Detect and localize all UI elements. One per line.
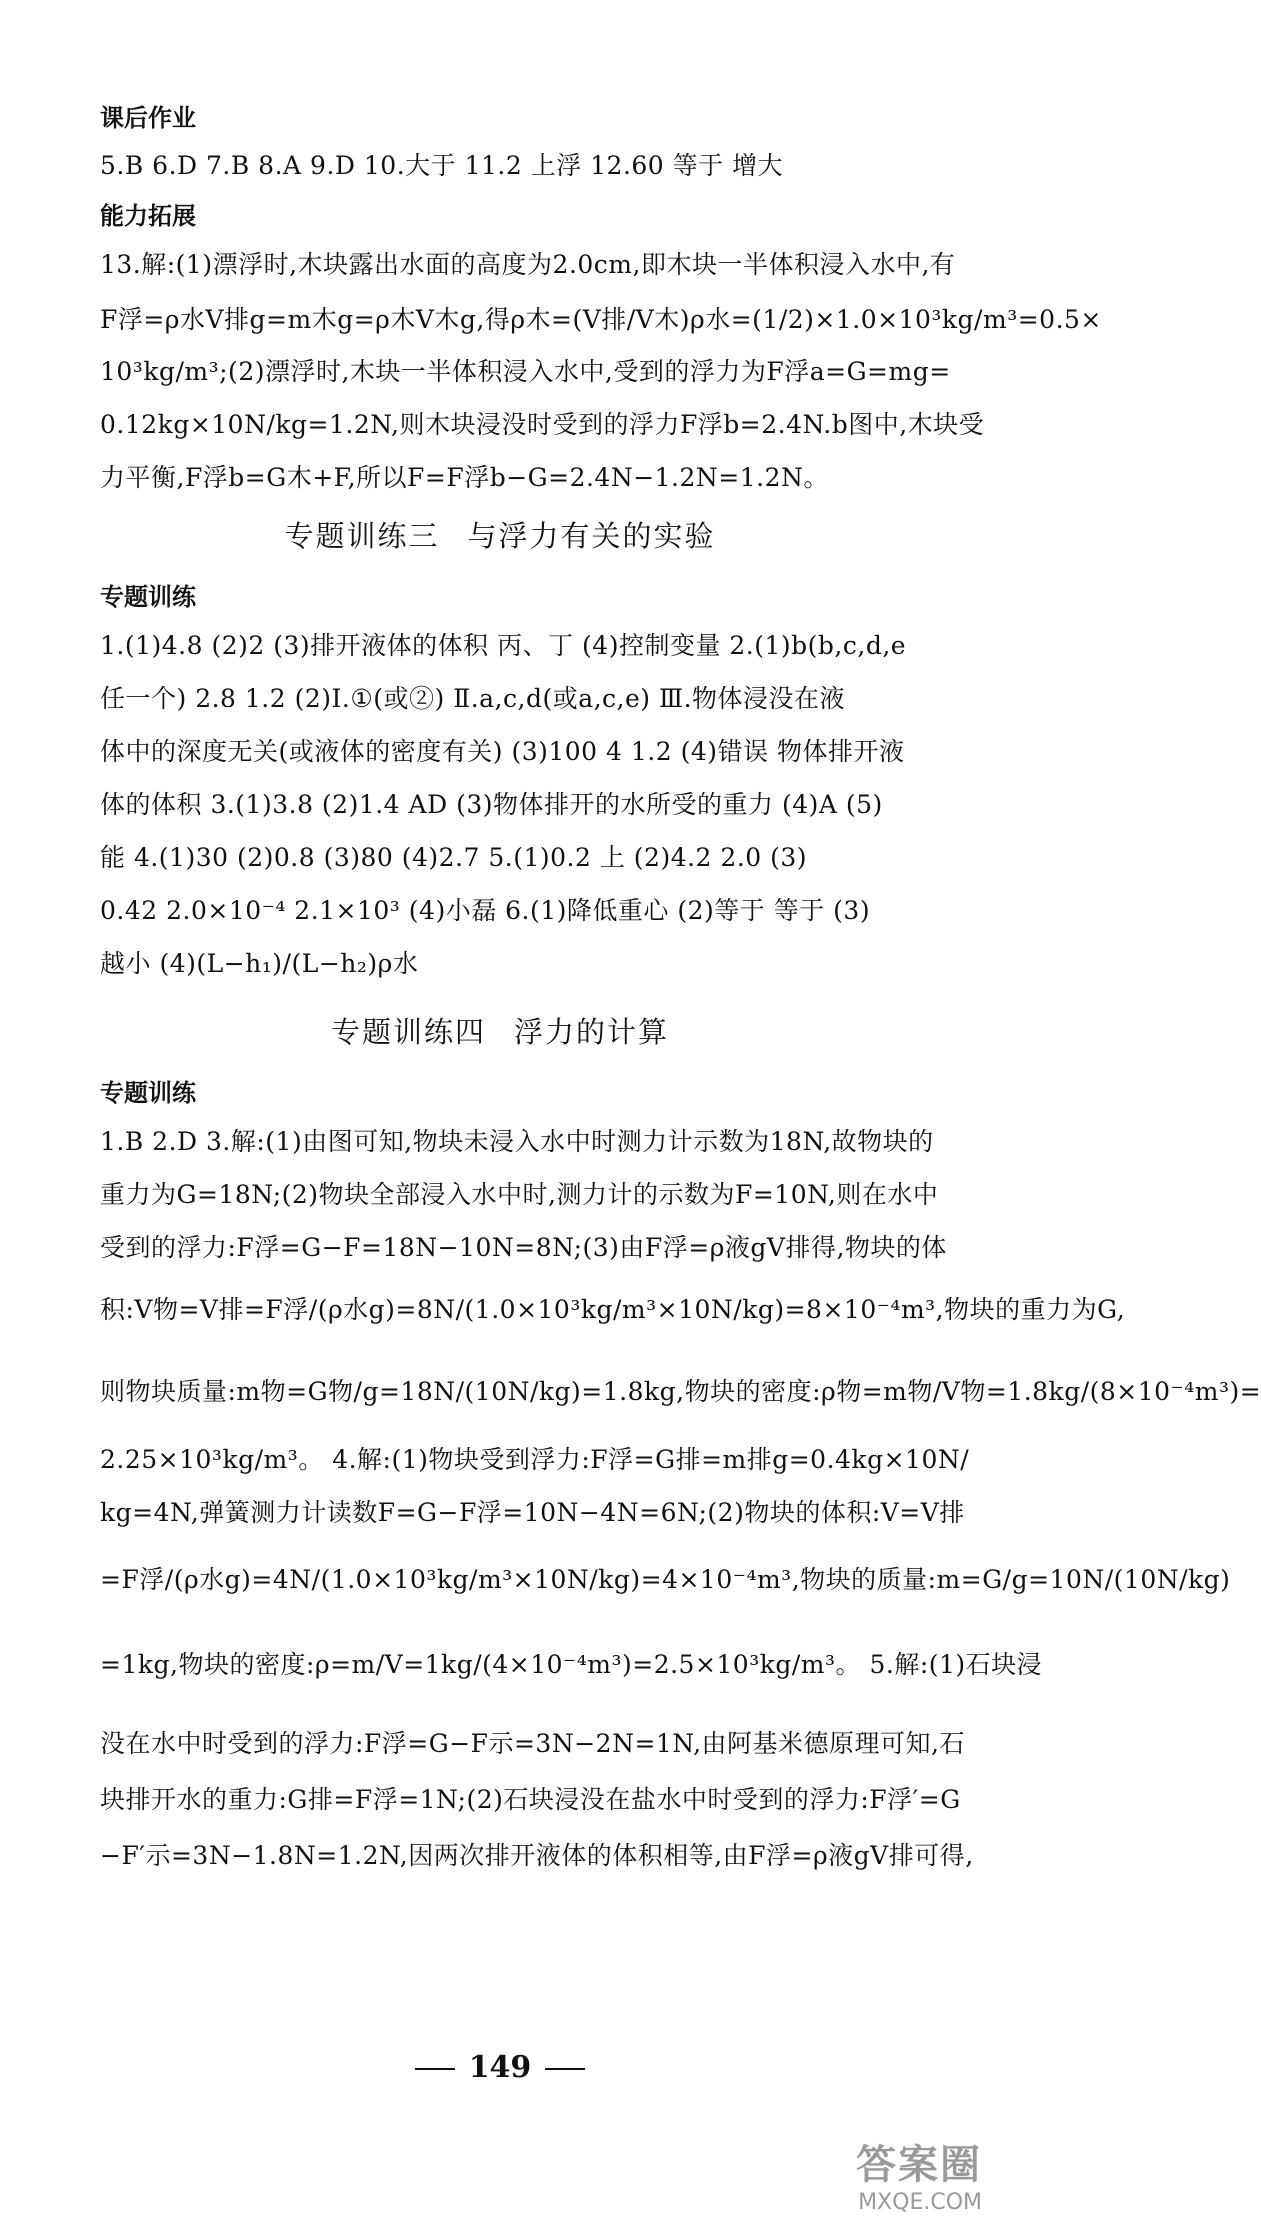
answer-line: 则物块质量:m物=G物/g=18N/(10N/kg)=1.8kg,物块的密度:ρ物=m物/V物=1.8kg/(8×10⁻⁴m³)= <box>100 1377 1261 1406</box>
answer-line: 体的体积 3.(1)3.8 (2)1.4 AD (3)物体排开的水所受的重力 (4)A (5) <box>100 790 883 819</box>
watermark-url: MXQE.COM <box>858 2190 982 2215</box>
answer-line: 力平衡,F浮b=G木+F,所以F=F浮b−G=2.4N−1.2N=1.2N。 <box>100 463 829 492</box>
answer-line: =1kg,物块的密度:ρ=m/V=1kg/(4×10⁻⁴m³)=2.5×10³kg/m³。 5.解:(1)石块浸 <box>100 1650 1043 1679</box>
answer-line: 2.25×10³kg/m³。 4.解:(1)物块受到浮力:F浮=G排=m排g=0.4kg×10N/ <box>100 1445 970 1474</box>
watermark <box>856 2133 982 2215</box>
page-number-value: 149 <box>468 2050 532 2085</box>
section-title-3 <box>0 514 1000 555</box>
page-number-dash-right <box>545 2068 585 2070</box>
ability-heading: 能力拓展 <box>100 202 196 230</box>
page-number <box>0 2050 1000 2085</box>
answer-line: 块排开水的重力:G排=F浮=1N;(2)石块浸没在盐水中时受到的浮力:F浮′=G <box>100 1785 961 1814</box>
answer-line: 10³kg/m³;(2)漂浮时,木块一半体积浸入水中,受到的浮力为F浮a=G=mg= <box>100 357 951 386</box>
section-title-4-number: 专题训练四 <box>330 1015 486 1049</box>
answer-line: 积:V物=V排=F浮/(ρ水g)=8N/(1.0×10³kg/m³×10N/kg)=8×10⁻⁴m³,物块的重力为G, <box>100 1295 1126 1324</box>
answer-line: 越小 (4)(L−h₁)/(L−h₂)ρ水 <box>100 949 419 978</box>
answer-line: F浮=ρ水V排g=m木g=ρ木V木g,得ρ木=(V排/V木)ρ水=(1/2)×1.0×10³kg/m³=0.5× <box>100 305 1102 334</box>
answer-line: 0.12kg×10N/kg=1.2N,则木块浸没时受到的浮力F浮b=2.4N.b图中,木块受 <box>100 410 985 439</box>
section-title-3-number: 专题训练三 <box>284 519 440 553</box>
answer-line: kg=4N,弹簧测力计读数F=G−F浮=10N−4N=6N;(2)物块的体积:V=V排 <box>100 1498 965 1527</box>
section-title-4-topic: 浮力的计算 <box>514 1015 670 1049</box>
answer-line: 受到的浮力:F浮=G−F=18N−10N=8N;(3)由F浮=ρ液gV排得,物块的体 <box>100 1233 947 1262</box>
answer-line: 0.42 2.0×10⁻⁴ 2.1×10³ (4)小磊 6.(1)降低重心 (2)等于 等于 (3) <box>100 896 871 925</box>
section-title-3-topic: 与浮力有关的实验 <box>467 519 716 553</box>
training-heading-4: 专题训练 <box>100 1079 196 1107</box>
page-number-dash-left <box>415 2068 455 2070</box>
watermark-logo: 答案圈 <box>856 2142 982 2188</box>
answer-line: 1.B 2.D 3.解:(1)由图可知,物块未浸入水中时测力计示数为18N,故物块的 <box>100 1127 934 1156</box>
answer-line: 没在水中时受到的浮力:F浮=G−F示=3N−2N=1N,由阿基米德原理可知,石 <box>100 1729 965 1758</box>
answer-line: −F′示=3N−1.8N=1.2N,因两次排开液体的体积相等,由F浮=ρ液gV排可得, <box>100 1841 974 1870</box>
answer-line: 5.B 6.D 7.B 8.A 9.D 10.大于 11.2 上浮 12.60 等于 增大 <box>100 151 784 180</box>
answer-line: 任一个) 2.8 1.2 (2)Ⅰ.①(或②) Ⅱ.a,c,d(或a,c,e) Ⅲ.物体浸没在液 <box>100 684 846 713</box>
training-heading-3: 专题训练 <box>100 583 196 611</box>
section-title-4 <box>0 1010 1000 1051</box>
answer-line: 能 4.(1)30 (2)0.8 (3)80 (4)2.7 5.(1)0.2 上 (2)4.2 2.0 (3) <box>100 843 808 872</box>
homework-heading: 课后作业 <box>100 104 196 132</box>
answer-line: 13.解:(1)漂浮时,木块露出水面的高度为2.0cm,即木块一半体积浸入水中,有 <box>100 250 956 279</box>
answer-line: =F浮/(ρ水g)=4N/(1.0×10³kg/m³×10N/kg)=4×10⁻⁴m³,物块的质量:m=G/g=10N/(10N/kg) <box>100 1565 1231 1594</box>
answer-line: 重力为G=18N;(2)物块全部浸入水中时,测力计的示数为F=10N,则在水中 <box>100 1180 939 1209</box>
answer-line: 1.(1)4.8 (2)2 (3)排开液体的体积 丙、丁 (4)控制变量 2.(1)b(b,c,d,e <box>100 631 907 660</box>
answer-line: 体中的深度无关(或液体的密度有关) (3)100 4 1.2 (4)错误 物体排开液 <box>100 737 905 766</box>
